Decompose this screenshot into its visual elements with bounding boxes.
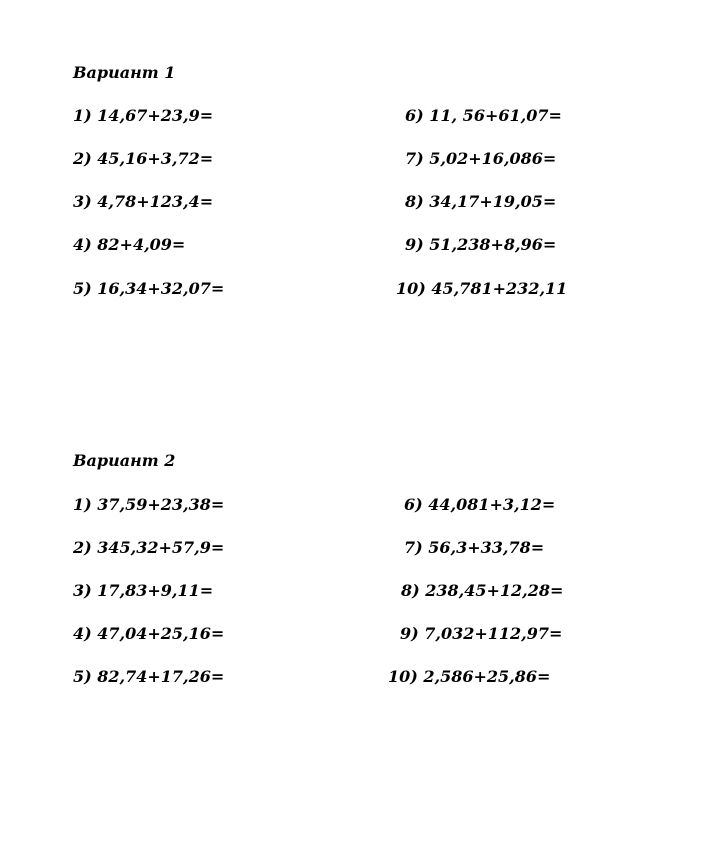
variant-1-task-2: 2) 45,16+3,72= bbox=[73, 149, 214, 168]
variant-1-task-3: 3) 4,78+123,4= bbox=[73, 192, 214, 211]
variant-2-title: Вариант 2 bbox=[73, 451, 176, 470]
variant-1-task-4: 4) 82+4,09= bbox=[73, 235, 186, 254]
variant-1-task-10: 10) 45,781+232,11 bbox=[396, 279, 568, 298]
variant-1-task-6: 6) 11, 56+61,07= bbox=[405, 106, 562, 125]
variant-2-task-10: 10) 2,586+25,86= bbox=[388, 667, 551, 686]
variant-2-task-7: 7) 56,3+33,78= bbox=[404, 538, 545, 557]
variant-1-title: Вариант 1 bbox=[73, 63, 176, 82]
variant-1-task-8: 8) 34,17+19,05= bbox=[405, 192, 557, 211]
variant-1-task-9: 9) 51,238+8,96= bbox=[405, 235, 557, 254]
variant-2-task-1: 1) 37,59+23,38= bbox=[73, 495, 225, 514]
variant-2-task-5: 5) 82,74+17,26= bbox=[73, 667, 225, 686]
variant-1-task-5: 5) 16,34+32,07= bbox=[73, 279, 225, 298]
variant-2-task-3: 3) 17,83+9,11= bbox=[73, 581, 214, 600]
variant-2-task-6: 6) 44,081+3,12= bbox=[404, 495, 556, 514]
variant-2-task-2: 2) 345,32+57,9= bbox=[73, 538, 225, 557]
variant-2-task-4: 4) 47,04+25,16= bbox=[73, 624, 225, 643]
variant-1-task-1: 1) 14,67+23,9= bbox=[73, 106, 214, 125]
variant-2-task-8: 8) 238,45+12,28= bbox=[401, 581, 564, 600]
variant-2-task-9: 9) 7,032+112,97= bbox=[400, 624, 563, 643]
variant-1-task-7: 7) 5,02+16,086= bbox=[405, 149, 557, 168]
